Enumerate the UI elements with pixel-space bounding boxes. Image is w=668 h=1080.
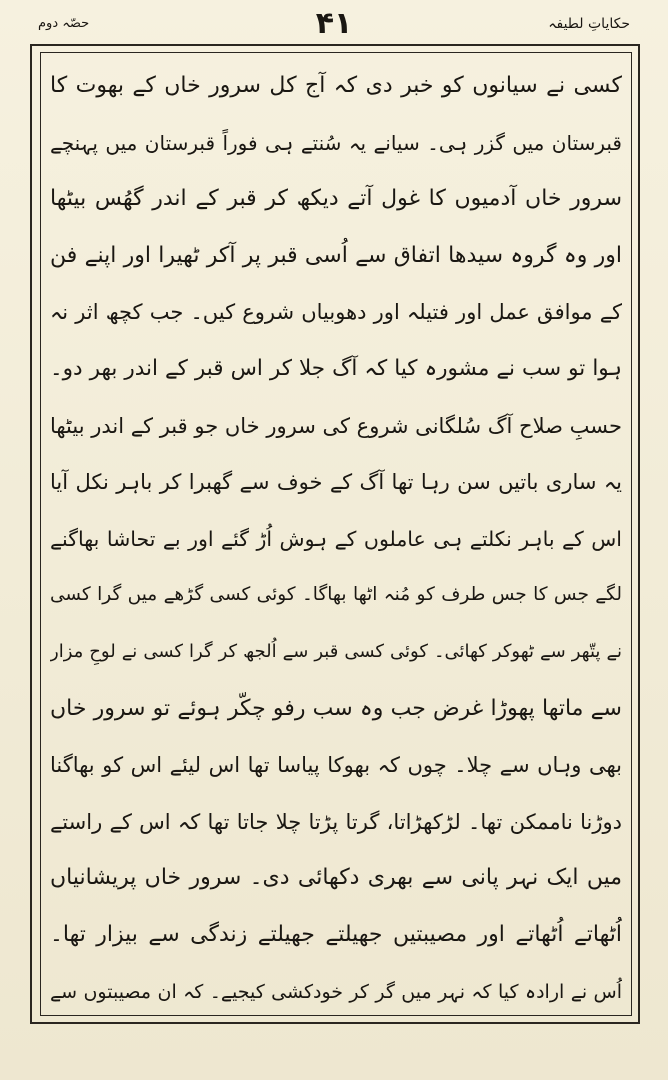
book-title: حکایاتِ لطیفہ bbox=[548, 16, 630, 32]
section-label: حصّہ دوم bbox=[38, 16, 90, 31]
text-line: دوڑنا ناممکن تھا۔ لڑکھڑاتا، گرتا پڑتا چلا جاتا تھا کہ اس کے راستے bbox=[50, 809, 622, 834]
text-line: کے موافق عمل اور فتیلہ اور دھوبیاں شروع کیں۔ جب کچھ اثر نہ bbox=[50, 300, 622, 325]
text-line: سے ماتھا پھوڑا غرض جب وہ سب رفو چکّر ہوئے تو سرور خاں bbox=[50, 695, 622, 721]
text-line: اُٹھاتے اُٹھاتے اور مصیبتیں جھیلتے جھیلتے زندگی سے بیزار تھا۔ bbox=[50, 921, 622, 947]
text-line: اُس نے ارادہ کیا کہ نہر میں گر کر خودکشی کیجیے۔ کہ ان مصیبتوں سے bbox=[50, 980, 622, 1003]
text-line: اس کے باہر نکلتے ہی عاملوں کے ہوش اُڑ گئے اور بے تحاشا بھاگنے bbox=[50, 526, 622, 551]
text-line: نے پتّھر سے ٹھوکر کھائی۔ کوئی کسی قبر سے اُلجھ کر گرا کسی نے لوحِ مزار bbox=[50, 640, 622, 662]
text-line: قبرستان میں گزر ہی۔ سیانے یہ سُنتے ہی فوراً قبرستان میں پہنچے bbox=[50, 130, 622, 155]
text-line: میں ایک نہر پانی سے بھری دکھائی دی۔ سرور خاں پریشانیاں bbox=[50, 865, 622, 891]
page-header bbox=[30, 6, 638, 46]
page-number: ۴۱ bbox=[315, 6, 353, 41]
text-line: بھی وہاں سے چلا۔ چوں کہ بھوکا پیاسا تھا اس لیئے اس کو بھاگنا bbox=[50, 753, 622, 778]
text-line: یہ ساری باتیں سن رہا تھا آگ کے خوف سے گھبرا کر باہر نکل آیا bbox=[50, 470, 622, 495]
text-line: حسبِ صلاح آگ سُلگانی شروع کی سرور خاں جو قبر کے اندر بیٹھا bbox=[50, 413, 622, 438]
body-text bbox=[50, 58, 622, 1020]
text-line: کسی نے سیانوں کو خبر دی کہ آج کل سرور خاں کے بھوت کا bbox=[50, 73, 622, 98]
text-line: سرور خاں آدمیوں کا غول آتے دیکھ کر قبر کے اندر گھُس بیٹھا bbox=[50, 186, 622, 212]
text-line: ہوا تو سب نے مشورہ کیا کہ آگ جلا کر اس قبر کے اندر بھر دو۔ bbox=[50, 355, 622, 381]
text-line: لگے جس کا جس طرف کو مُنہ اٹھا بھاگا۔ کوئی کسی گڑھے میں گرا کسی bbox=[50, 584, 622, 606]
text-line: اور وہ گروہ سیدھا اتفاق سے اُسی قبر پر آکر ٹھیرا اور اپنے فن bbox=[50, 242, 622, 268]
